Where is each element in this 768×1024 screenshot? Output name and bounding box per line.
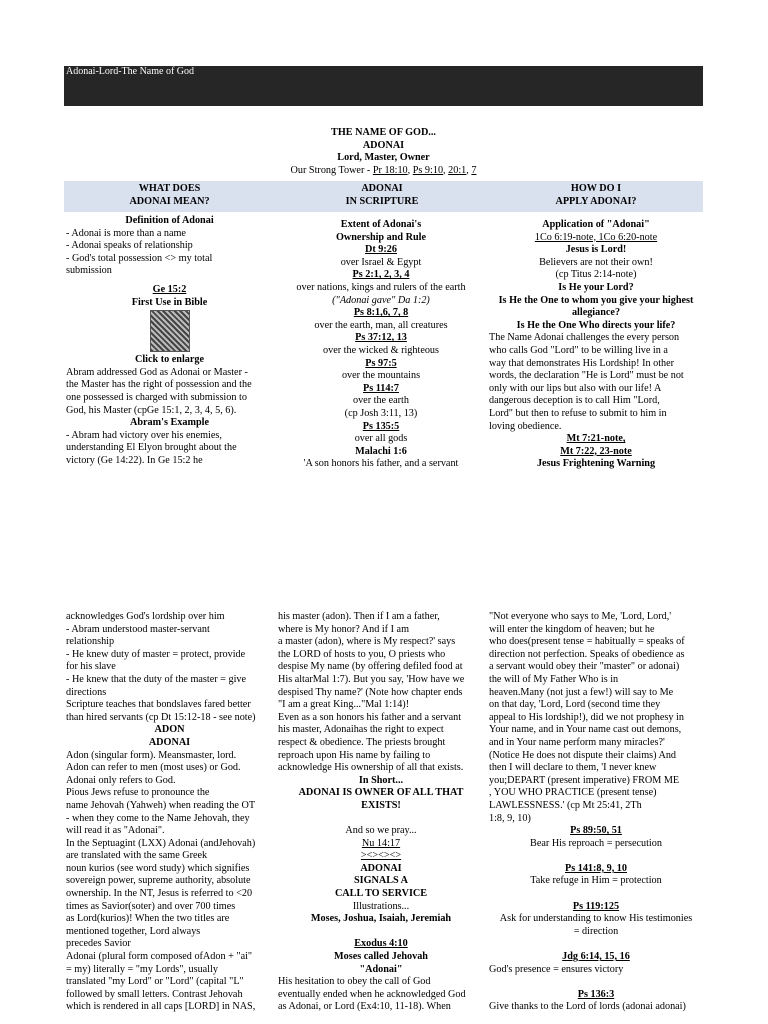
scripture-ref-link[interactable]: Ps 114:7 bbox=[363, 382, 399, 394]
text-line: a master (adon), where is My respect?' says bbox=[278, 636, 456, 648]
text-line: despise My name (by offering defiled food at bbox=[278, 661, 463, 673]
text-line: = direction bbox=[573, 925, 619, 937]
text-line: "Not everyone who says to Me, 'Lord, Lord,' bbox=[489, 611, 672, 622]
columns-header bbox=[64, 181, 703, 212]
scripture-ref-link[interactable]: Ps 141:8, 9, 10 bbox=[565, 862, 627, 874]
section-heading: Application of "Adonai" bbox=[542, 219, 650, 230]
scripture-ref-link[interactable]: Ps 89:50, 51 bbox=[570, 825, 622, 837]
section-heading: Is He the One to whom you give your highest bbox=[498, 294, 694, 306]
section-heading: Jesus Frightening Warning bbox=[536, 458, 656, 470]
text-line: Give thanks to the Lord of lords (adonai adonai) bbox=[489, 1001, 686, 1013]
page-header-title: Adonai-Lord-The Name of God bbox=[66, 66, 195, 77]
text-line: direction not perfection. Speaks of obedience as bbox=[489, 648, 685, 660]
text-line: - He knew that the duty of the master = give bbox=[66, 673, 247, 685]
text-line: which is rendered in all caps [LORD] in NAS, bbox=[66, 1001, 256, 1013]
text-line: will enter the kingdom of heaven; but he bbox=[489, 623, 655, 635]
page-header-bar bbox=[64, 66, 703, 106]
text-line: over the earth, man, all creatures bbox=[314, 319, 448, 331]
text-line: heaven.Many (not just a few!) will say to Me bbox=[489, 686, 674, 698]
section-heading: CALL TO SERVICE bbox=[334, 888, 428, 900]
section-heading: ADONAI bbox=[360, 862, 402, 874]
section-heading: Is He the One Who directs your life? bbox=[516, 319, 676, 331]
section-heading: ADONAI IS OWNER OF ALL THAT bbox=[298, 787, 464, 799]
text-line: Scripture teaches that bondslaves fared better bbox=[66, 699, 251, 711]
text-line: (cp Titus 2:14-note) bbox=[555, 269, 637, 281]
section-heading: SIGNALS A bbox=[353, 875, 409, 887]
text-line: In the Septuagint (LXX) Adonai (andJehovah) bbox=[66, 837, 256, 849]
section-heading: In Short... bbox=[358, 774, 404, 786]
text-line: - when they come to the Name Jehovah, they bbox=[66, 812, 250, 824]
text-line: for his slave bbox=[66, 661, 116, 673]
text-line: sovereign power, supreme authority, absolute bbox=[66, 875, 251, 887]
section-heading: Malachi 1:6 bbox=[355, 445, 407, 457]
definition-bullet: submission bbox=[66, 265, 112, 277]
text-line: reproach upon His name by failing to bbox=[278, 749, 431, 761]
text-line: acknowledge His ownership of all that exists. bbox=[278, 762, 464, 774]
text-line: ("Adonai gave" Da 1:2) bbox=[332, 294, 430, 306]
text-line: ownership. In the NT, Jesus is referred to <20 bbox=[66, 888, 253, 900]
text-line: Even as a son honors his father and a servant bbox=[278, 711, 462, 723]
text-line: (cp Josh 3:11, 13) bbox=[344, 407, 418, 419]
scripture-ref-link[interactable]: Ps 37:12, 13 bbox=[355, 332, 407, 344]
definition-heading: Definition of Adonai bbox=[125, 215, 214, 226]
section-heading: EXISTS! bbox=[361, 799, 401, 811]
text-line: mentioned together, Lord always bbox=[66, 925, 201, 937]
text-line: noun kurios (see word study) which signifies bbox=[66, 862, 250, 874]
paragraph-line: Abram addressed God as Adonai or Master - bbox=[66, 366, 248, 378]
text-line: 'A son honors his father, and a servant bbox=[303, 458, 459, 470]
text-line: times as Savior(soter) and over 700 times bbox=[66, 900, 236, 912]
text-line: - He knew duty of master = protect, provide bbox=[66, 648, 246, 660]
text-line: his master, Adonaihas the right to expect bbox=[278, 724, 444, 736]
text-line: the will of My Father Who is in bbox=[489, 673, 619, 685]
text-line: than hired servants (cp Dt 15:12-18 - see note) bbox=[66, 711, 256, 723]
text-line: are translated with the same Greek bbox=[66, 850, 208, 862]
text-line: translated "my Lord" or "Lord" (capital "L" bbox=[66, 976, 244, 988]
bible-illustration-thumbnail[interactable] bbox=[150, 310, 190, 352]
text-line: you;DEPART (present imperative) FROM ME bbox=[489, 774, 680, 786]
scripture-ref-link[interactable]: Jdg 6:14, 15, 16 bbox=[562, 951, 630, 963]
paragraph-line: understanding El Elyon brought about the bbox=[66, 442, 237, 454]
text-line: over Israel & Egypt bbox=[340, 256, 422, 268]
spacer bbox=[278, 813, 484, 826]
col3-top-headings bbox=[489, 219, 703, 332]
text-line: Adon (singular form). Meansmaster, lord. bbox=[66, 749, 237, 761]
paragraph-line: one possessed is charged with submission to bbox=[66, 391, 247, 403]
paragraph-line: words, the declaration "He is Lord" must be not bbox=[489, 370, 684, 382]
scripture-ref-link[interactable]: Nu 14:17 bbox=[361, 837, 401, 849]
text-line: over the mountains bbox=[341, 370, 421, 382]
title-line-1: THE NAME OF GOD... bbox=[331, 127, 436, 138]
text-line: Adon can refer to men (most uses) or God. bbox=[66, 762, 241, 774]
paragraph-line: - Abram had victory over his enemies, bbox=[66, 429, 222, 441]
text-line: Illustrations... bbox=[352, 900, 410, 912]
col2-bottom bbox=[278, 611, 484, 1014]
text-line: over the earth bbox=[352, 395, 409, 407]
text-line: LAWLESSNESS.' (cp Mt 25:41, 2Th bbox=[489, 799, 642, 811]
text-line: - Abram understood master-servant bbox=[66, 623, 210, 635]
click-to-enlarge[interactable]: Click to enlarge bbox=[134, 354, 205, 366]
text-line: as Adonai, or Lord (Ex4:10, 11-18). When bbox=[278, 1001, 451, 1013]
text-line: Adonai (plural form composed ofAdon + "ai" bbox=[66, 951, 253, 963]
paragraph-line: victory (Ge 14:22). In Ge 15:2 he bbox=[66, 454, 203, 466]
scripture-ref-link[interactable]: Ps 97:5 bbox=[365, 357, 397, 369]
text-line: 1:8, 9, 10) bbox=[489, 812, 531, 824]
scripture-ref-link[interactable]: Ps 2:1, 2, 3, 4 bbox=[352, 269, 410, 281]
text-line: directions bbox=[66, 686, 107, 698]
text-line: Your name, and in Your name cast out demons, bbox=[489, 724, 682, 736]
section-heading: Moses, Joshua, Isaiah, Jeremiah bbox=[310, 913, 452, 925]
text-line: as Lord(kurios)! When the two titles are bbox=[66, 913, 230, 925]
section-heading: Is He your Lord? bbox=[558, 281, 634, 293]
col3-paragraph bbox=[489, 332, 703, 433]
text-line: name Jehovah (Yahweh) when reading the OT bbox=[66, 799, 256, 811]
col3-header: HOW DO I APPLY ADONAI? bbox=[555, 183, 637, 207]
text-line: eventually ended when he acknowledged God bbox=[278, 988, 466, 1000]
scripture-ref-link[interactable]: Ps 8:1,6, 7, 8 bbox=[353, 307, 409, 319]
col2-top bbox=[278, 219, 484, 471]
section-heading: Ownership and Rule bbox=[335, 231, 426, 243]
scripture-ref-link[interactable]: Ps 136:3 bbox=[577, 988, 615, 1000]
text-line: and in Your name perform many miracles?' bbox=[489, 736, 665, 748]
section-heading: "Adonai" bbox=[359, 963, 403, 975]
section-heading: allegiance? bbox=[571, 307, 621, 319]
text-line: (Notice He does not dispute their claims) And bbox=[489, 749, 677, 761]
text-line: a servant would obey their "master" or adonai) bbox=[489, 661, 680, 673]
scripture-ref-link[interactable]: 1Co 6:19-note, 1Co 6:20-note bbox=[534, 231, 658, 243]
text-line: acknowledges God's lordship over him bbox=[66, 611, 225, 622]
section-heading: Moses called Jehovah bbox=[334, 951, 428, 963]
text-line: precedes Savior bbox=[66, 938, 131, 950]
definition-bullet: - Adonai speaks of relationship bbox=[66, 240, 193, 252]
section-heading: ADONAI bbox=[148, 736, 191, 748]
text-line: followed by small letters. Contrast Jehovah bbox=[66, 988, 243, 1000]
paragraph-line: Lord" but then to refuse to submit to him in bbox=[489, 407, 667, 419]
paragraph-line: loving obedience. bbox=[489, 420, 562, 432]
text-line: = my) literally = "my Lords", usually bbox=[66, 963, 218, 975]
paragraph-line: only with our lips but also with our life! A bbox=[489, 382, 662, 394]
scripture-ref-link[interactable]: Exodus 4:10 bbox=[354, 938, 408, 950]
abram-example-heading: Abram's Example bbox=[130, 417, 209, 429]
ref-link[interactable]: 20:1 bbox=[448, 164, 467, 176]
text-line: appeal to His lordship!), did we not prophesy in bbox=[489, 711, 684, 723]
spacer bbox=[489, 938, 703, 951]
col1-bottom bbox=[66, 611, 273, 1014]
text-line: on that day, 'Lord, Lord (second time they bbox=[489, 699, 661, 711]
spacer bbox=[489, 888, 703, 901]
text-line: And so we pray... bbox=[345, 825, 417, 837]
scripture-ref-link[interactable]: Ps 135:5 bbox=[362, 420, 400, 432]
scripture-ref-link[interactable]: Dt 9:26 bbox=[365, 244, 397, 256]
paragraph-line: the Master has the right of possession and the bbox=[66, 379, 252, 391]
ref-link-ge-15-2[interactable]: Ge 15:2 bbox=[152, 283, 187, 295]
text-line: where is My honor? And if I am bbox=[278, 623, 409, 635]
paragraph-line: God, his Master (cpGe 15:1, 2, 3, 4, 5, 6). bbox=[66, 404, 237, 416]
section-heading: ADON bbox=[154, 724, 185, 736]
text-line: God's presence = ensures victory bbox=[489, 963, 624, 975]
text-line: Bear His reproach = persecution bbox=[530, 837, 662, 849]
scripture-ref-link[interactable]: ><><><> bbox=[360, 850, 402, 862]
definition-bullet: - Adonai is more than a name bbox=[66, 227, 186, 239]
text-line: Take refuge in Him = protection bbox=[530, 875, 662, 887]
col3-top-refs bbox=[489, 433, 703, 471]
scripture-ref-link[interactable]: Ps 119:125 bbox=[572, 900, 620, 912]
text-line: relationship bbox=[66, 636, 115, 648]
text-line: respect & obedience. The priests brought bbox=[278, 736, 446, 748]
spacer bbox=[278, 926, 484, 939]
strong-tower-line: Our Strong Tower - Pr 18:10, Ps 9:10, 20:1, 7 bbox=[290, 164, 477, 176]
col3-bottom bbox=[489, 611, 703, 1014]
text-line: His hesitation to obey the call of God bbox=[278, 976, 431, 988]
definition-bullet: - God's total possession <> my total bbox=[66, 252, 213, 264]
text-line: "I am a great King..."Mal 1:14)! bbox=[278, 699, 410, 711]
first-use-label: First Use in Bible bbox=[131, 296, 208, 308]
paragraph-line: who calls God "Lord" to be willing live in a bbox=[489, 344, 668, 356]
col1-header: WHAT DOES ADONAI MEAN? bbox=[129, 183, 210, 207]
spacer bbox=[489, 976, 703, 989]
text-line: the LORD of hosts to you, O priests who bbox=[278, 648, 446, 660]
text-line: , YOU WHO PRACTICE (present tense) bbox=[489, 787, 657, 799]
text-line: Adonai only refers to God. bbox=[66, 774, 176, 786]
paragraph-line: way that demonstrates His Lordship! In other bbox=[489, 357, 675, 369]
text-line: Believers are not their own! bbox=[539, 256, 653, 268]
ref-link[interactable]: Pr 18:10 bbox=[372, 164, 408, 176]
scripture-ref-link[interactable]: Mt 7:22, 23-note bbox=[560, 445, 632, 457]
text-line: will read it as "Adonai". bbox=[66, 825, 165, 837]
col2-header: ADONAI IN SCRIPTURE bbox=[345, 183, 419, 207]
title-block bbox=[64, 127, 703, 177]
title-line-3: Lord, Master, Owner bbox=[337, 152, 430, 164]
ref-link[interactable]: Ps 9:10 bbox=[412, 164, 444, 176]
spacer bbox=[489, 850, 703, 863]
text-line: then I will declare to them, 'I never knew bbox=[489, 762, 657, 774]
text-line: Ask for understanding to know His testimonies bbox=[499, 913, 693, 925]
scripture-ref-link[interactable]: Mt 7:21-note, bbox=[566, 433, 626, 445]
paragraph-line: dangerous deception is to call Him "Lord, bbox=[489, 395, 660, 407]
text-line: His altarMal 1:7). But you say, 'How have we bbox=[278, 673, 465, 685]
text-line: his master (adon). Then if I am a father, bbox=[278, 611, 440, 622]
text-line: over the wicked & righteous bbox=[323, 344, 439, 356]
paragraph-line: The Name Adonai challenges the every person bbox=[489, 332, 680, 344]
text-line: who does(present tense = habitually = speaks of bbox=[489, 636, 685, 648]
ref-link[interactable]: 7 bbox=[471, 164, 477, 176]
section-heading: Extent of Adonai's bbox=[340, 219, 422, 230]
col1-top bbox=[66, 215, 273, 468]
text-line: Pious Jews refuse to pronounce the bbox=[66, 787, 210, 799]
section-heading: Jesus is Lord! bbox=[565, 244, 627, 256]
text-line: despised Thy name?' (Note how chapter ends bbox=[278, 686, 463, 698]
text-line: over all gods bbox=[354, 433, 408, 445]
col3-top bbox=[489, 219, 703, 471]
text-line: over nations, kings and rulers of the earth bbox=[296, 281, 466, 293]
title-line-2: ADONAI bbox=[362, 139, 405, 151]
